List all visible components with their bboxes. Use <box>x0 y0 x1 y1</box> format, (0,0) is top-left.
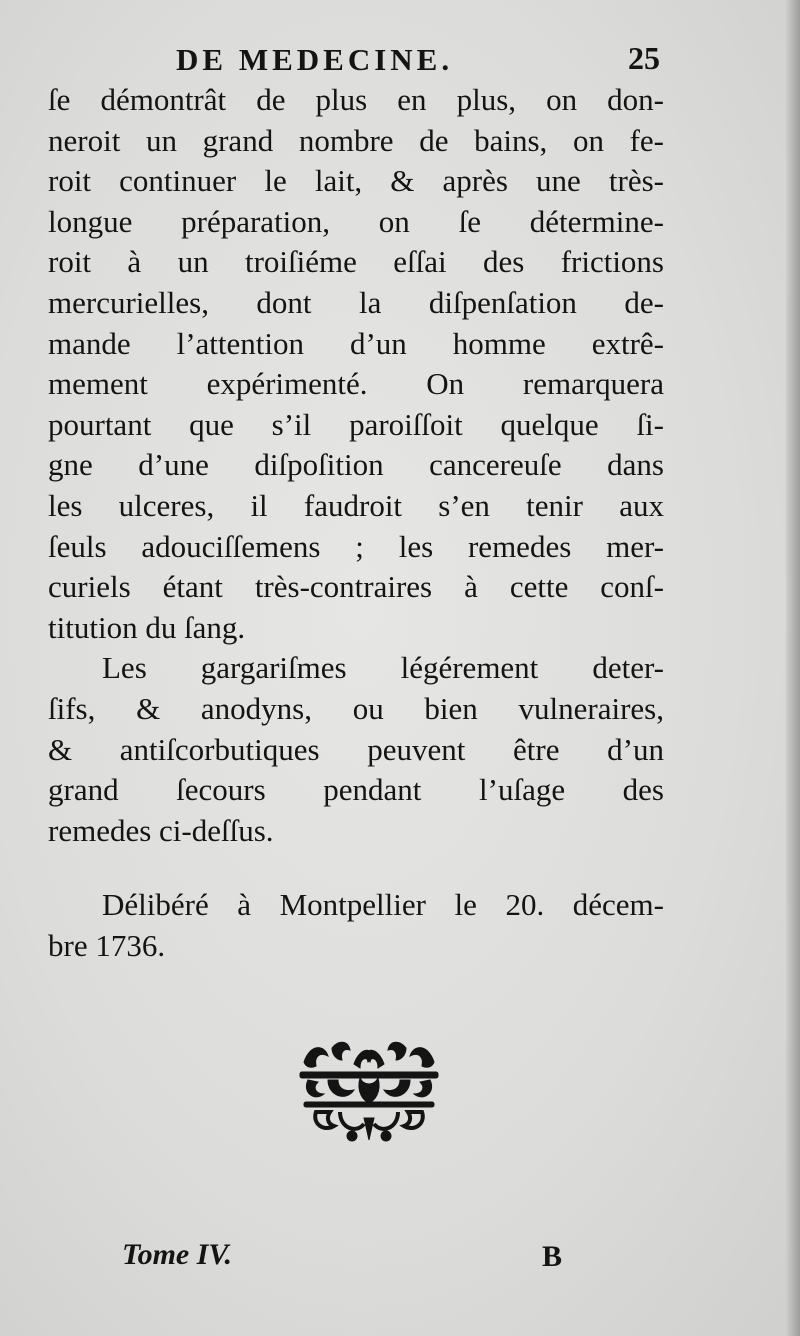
page-edge-shadow <box>786 0 800 1336</box>
text-line: curiels étant très-contraires à cette conſ- <box>48 569 664 605</box>
text-line: ſifs, & anodyns, ou bien vulneraires, <box>48 690 664 726</box>
text-line: Les gargariſmes légérement deter- <box>102 650 664 686</box>
fleuron-ornament-icon <box>294 1040 444 1144</box>
date-line: Délibéré à Montpellier le 20. décem- <box>102 887 664 923</box>
text-line: grand ſecours pendant l’uſage des <box>48 772 664 808</box>
text-line: titution du ſang. <box>48 609 246 645</box>
text-line: longue préparation, on ſe détermine- <box>48 203 664 239</box>
text-line: roit continuer le lait, & après une très- <box>48 163 664 199</box>
text-line: pourtant que s’il paroiſſoit quelque ſi- <box>48 406 664 442</box>
body-text <box>48 80 664 966</box>
text-line: neroit un grand nombre de bains, on fe- <box>48 122 664 158</box>
text-line: les ulceres, il faudroit s’en tenir aux <box>48 487 664 523</box>
page-footer <box>122 1238 562 1288</box>
signature-mark: B <box>541 1240 562 1273</box>
text-line: ſeuls adouciſſemens ; les remedes mer- <box>48 528 664 564</box>
text-line: & antiſcorbutiques peuvent être d’un <box>48 731 664 767</box>
text-line: mande l’attention d’un homme extrê- <box>48 325 664 361</box>
running-head: DE MEDECINE. <box>176 42 454 77</box>
text-line: remedes ci-deſſus. <box>48 812 274 848</box>
text-line: mercurielles, dont la diſpenſation de- <box>48 284 664 320</box>
page-number: 25 <box>628 40 660 76</box>
text-line: mement expérimenté. On remarquera <box>48 366 664 402</box>
volume-label: Tome IV. <box>122 1238 233 1271</box>
date-line: bre 1736. <box>48 927 166 963</box>
text-line: gne d’une diſpoſition cancereuſe dans <box>48 447 664 483</box>
text-line: ſe démontrât de plus en plus, on don- <box>48 82 664 117</box>
page-header <box>176 38 660 82</box>
text-line: roit à un troiſiéme eſſai des frictions <box>48 244 664 280</box>
closing-date-block <box>48 885 664 966</box>
